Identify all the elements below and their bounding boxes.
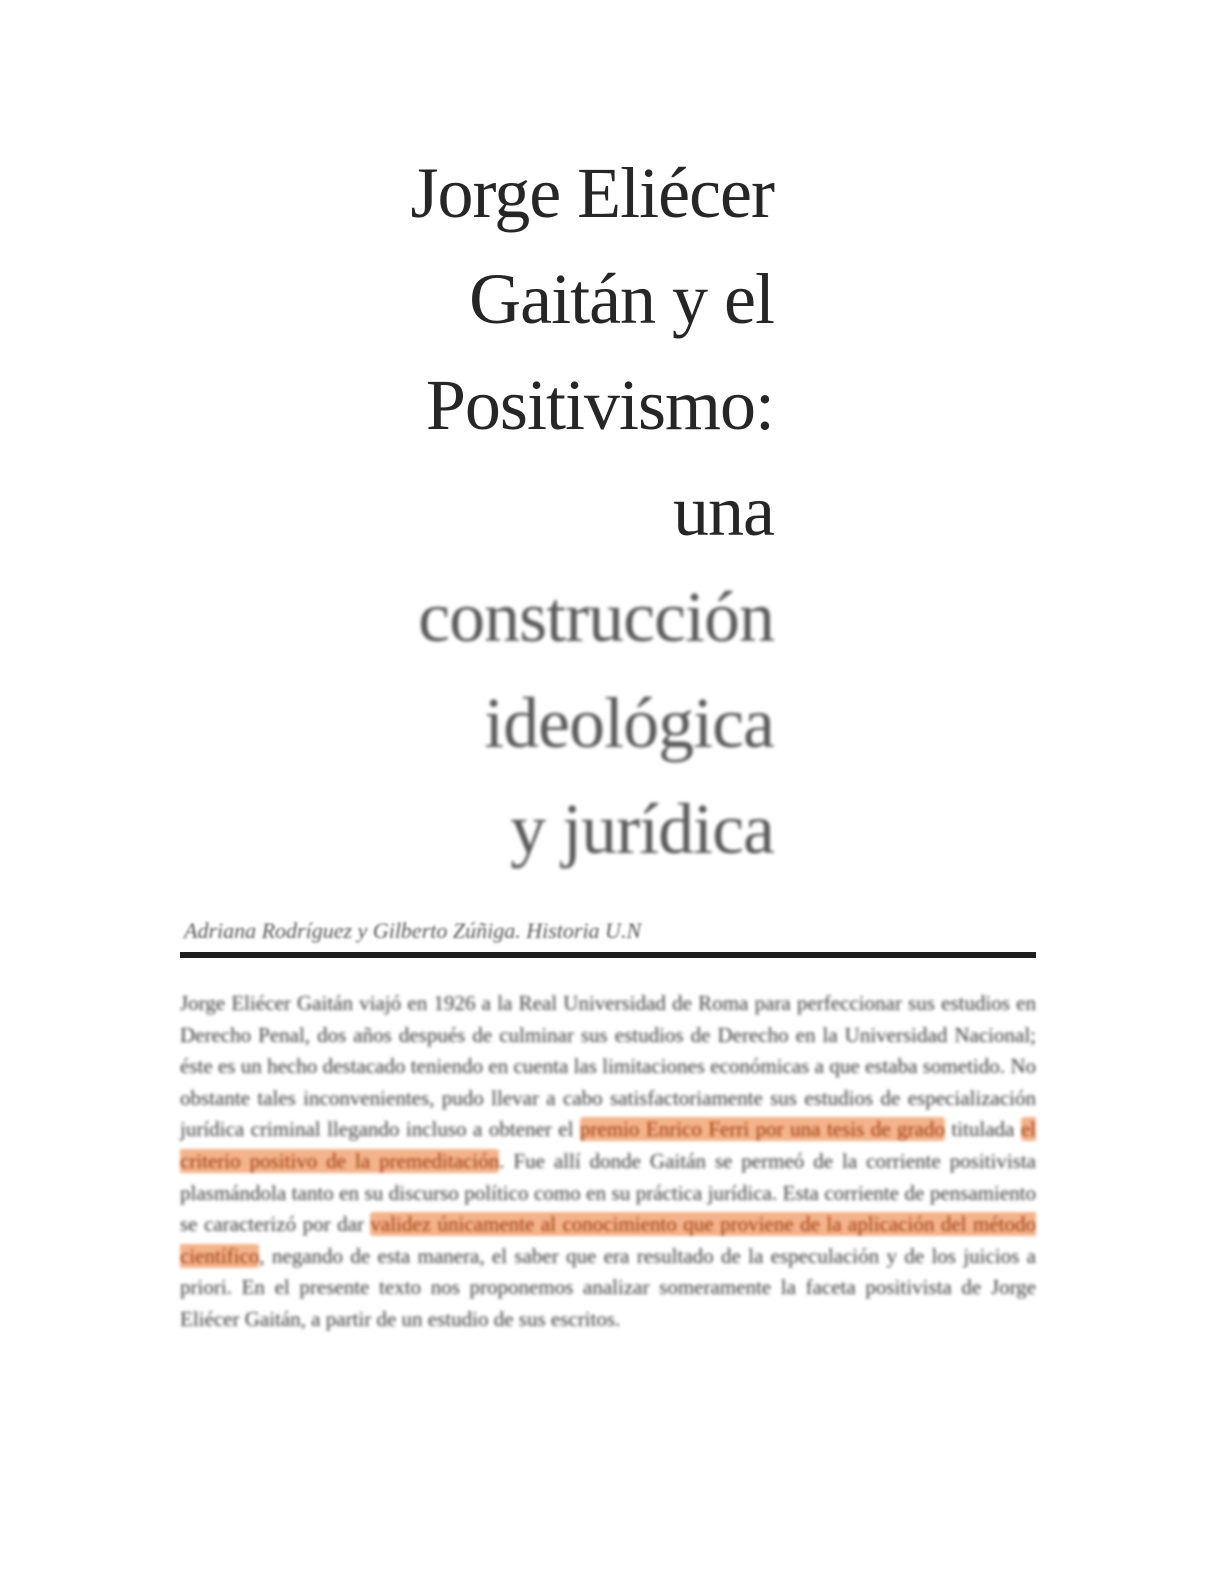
author-line: Adriana Rodríguez y Gilberto Zúñiga. Historia U.N <box>184 918 642 943</box>
abstract-text-2: titulada <box>944 1117 1021 1142</box>
title-line-6: ideológica <box>484 683 774 763</box>
highlight-3: validez únicamente al conocimiento que proviene de la aplicación del método científico <box>180 1212 1036 1268</box>
title-divider <box>180 952 1036 958</box>
highlight-1: premio Enrico Ferri por una tesis de grado <box>579 1117 945 1142</box>
abstract-paragraph <box>180 988 1036 1336</box>
title-line-5: construcción <box>418 577 774 657</box>
highlight-2: el criterio positivo de la premeditación <box>180 1117 1036 1173</box>
title-line-7: y jurídica <box>510 789 774 869</box>
article-title <box>254 140 774 882</box>
title-line-1: Jorge Eliécer <box>410 153 774 233</box>
abstract-text-3: . Fue allí donde Gaitán se permeó de la corriente positivista plasmándola tanto en su discurso político como en su práctica jurídica. Esta corriente de pensamiento se caracterizó por dar <box>180 1148 1037 1237</box>
abstract-text-4: , negando de esta manera, el saber que era resultado de la especulación y de los juicios a priori. En el presente texto nos proponemos analizar someramente la faceta positivista de Jorge Eliécer Gaitán, a partir de un estudio de sus escritos. <box>180 1243 1036 1331</box>
title-line-4: una <box>673 471 774 551</box>
title-line-3: Positivismo: <box>425 365 774 445</box>
abstract-text-1: Jorge Eliécer Gaitán viajó en 1926 a la Real Universidad de Roma para perfeccionar sus estudios en Derecho Penal, dos años después de culminar sus estudios de Derecho en la Universidad Nacional; éste es un hecho destacado teniendo en cuenta las limitaciones económicas a que estaba sometido. No obstante tales inconvenientes, pudo llevar a cabo satisfactoriamente sus estudios de especialización jurídica criminal llegando incluso a obtener el <box>180 991 1036 1142</box>
title-line-2: Gaitán y el <box>469 259 774 339</box>
